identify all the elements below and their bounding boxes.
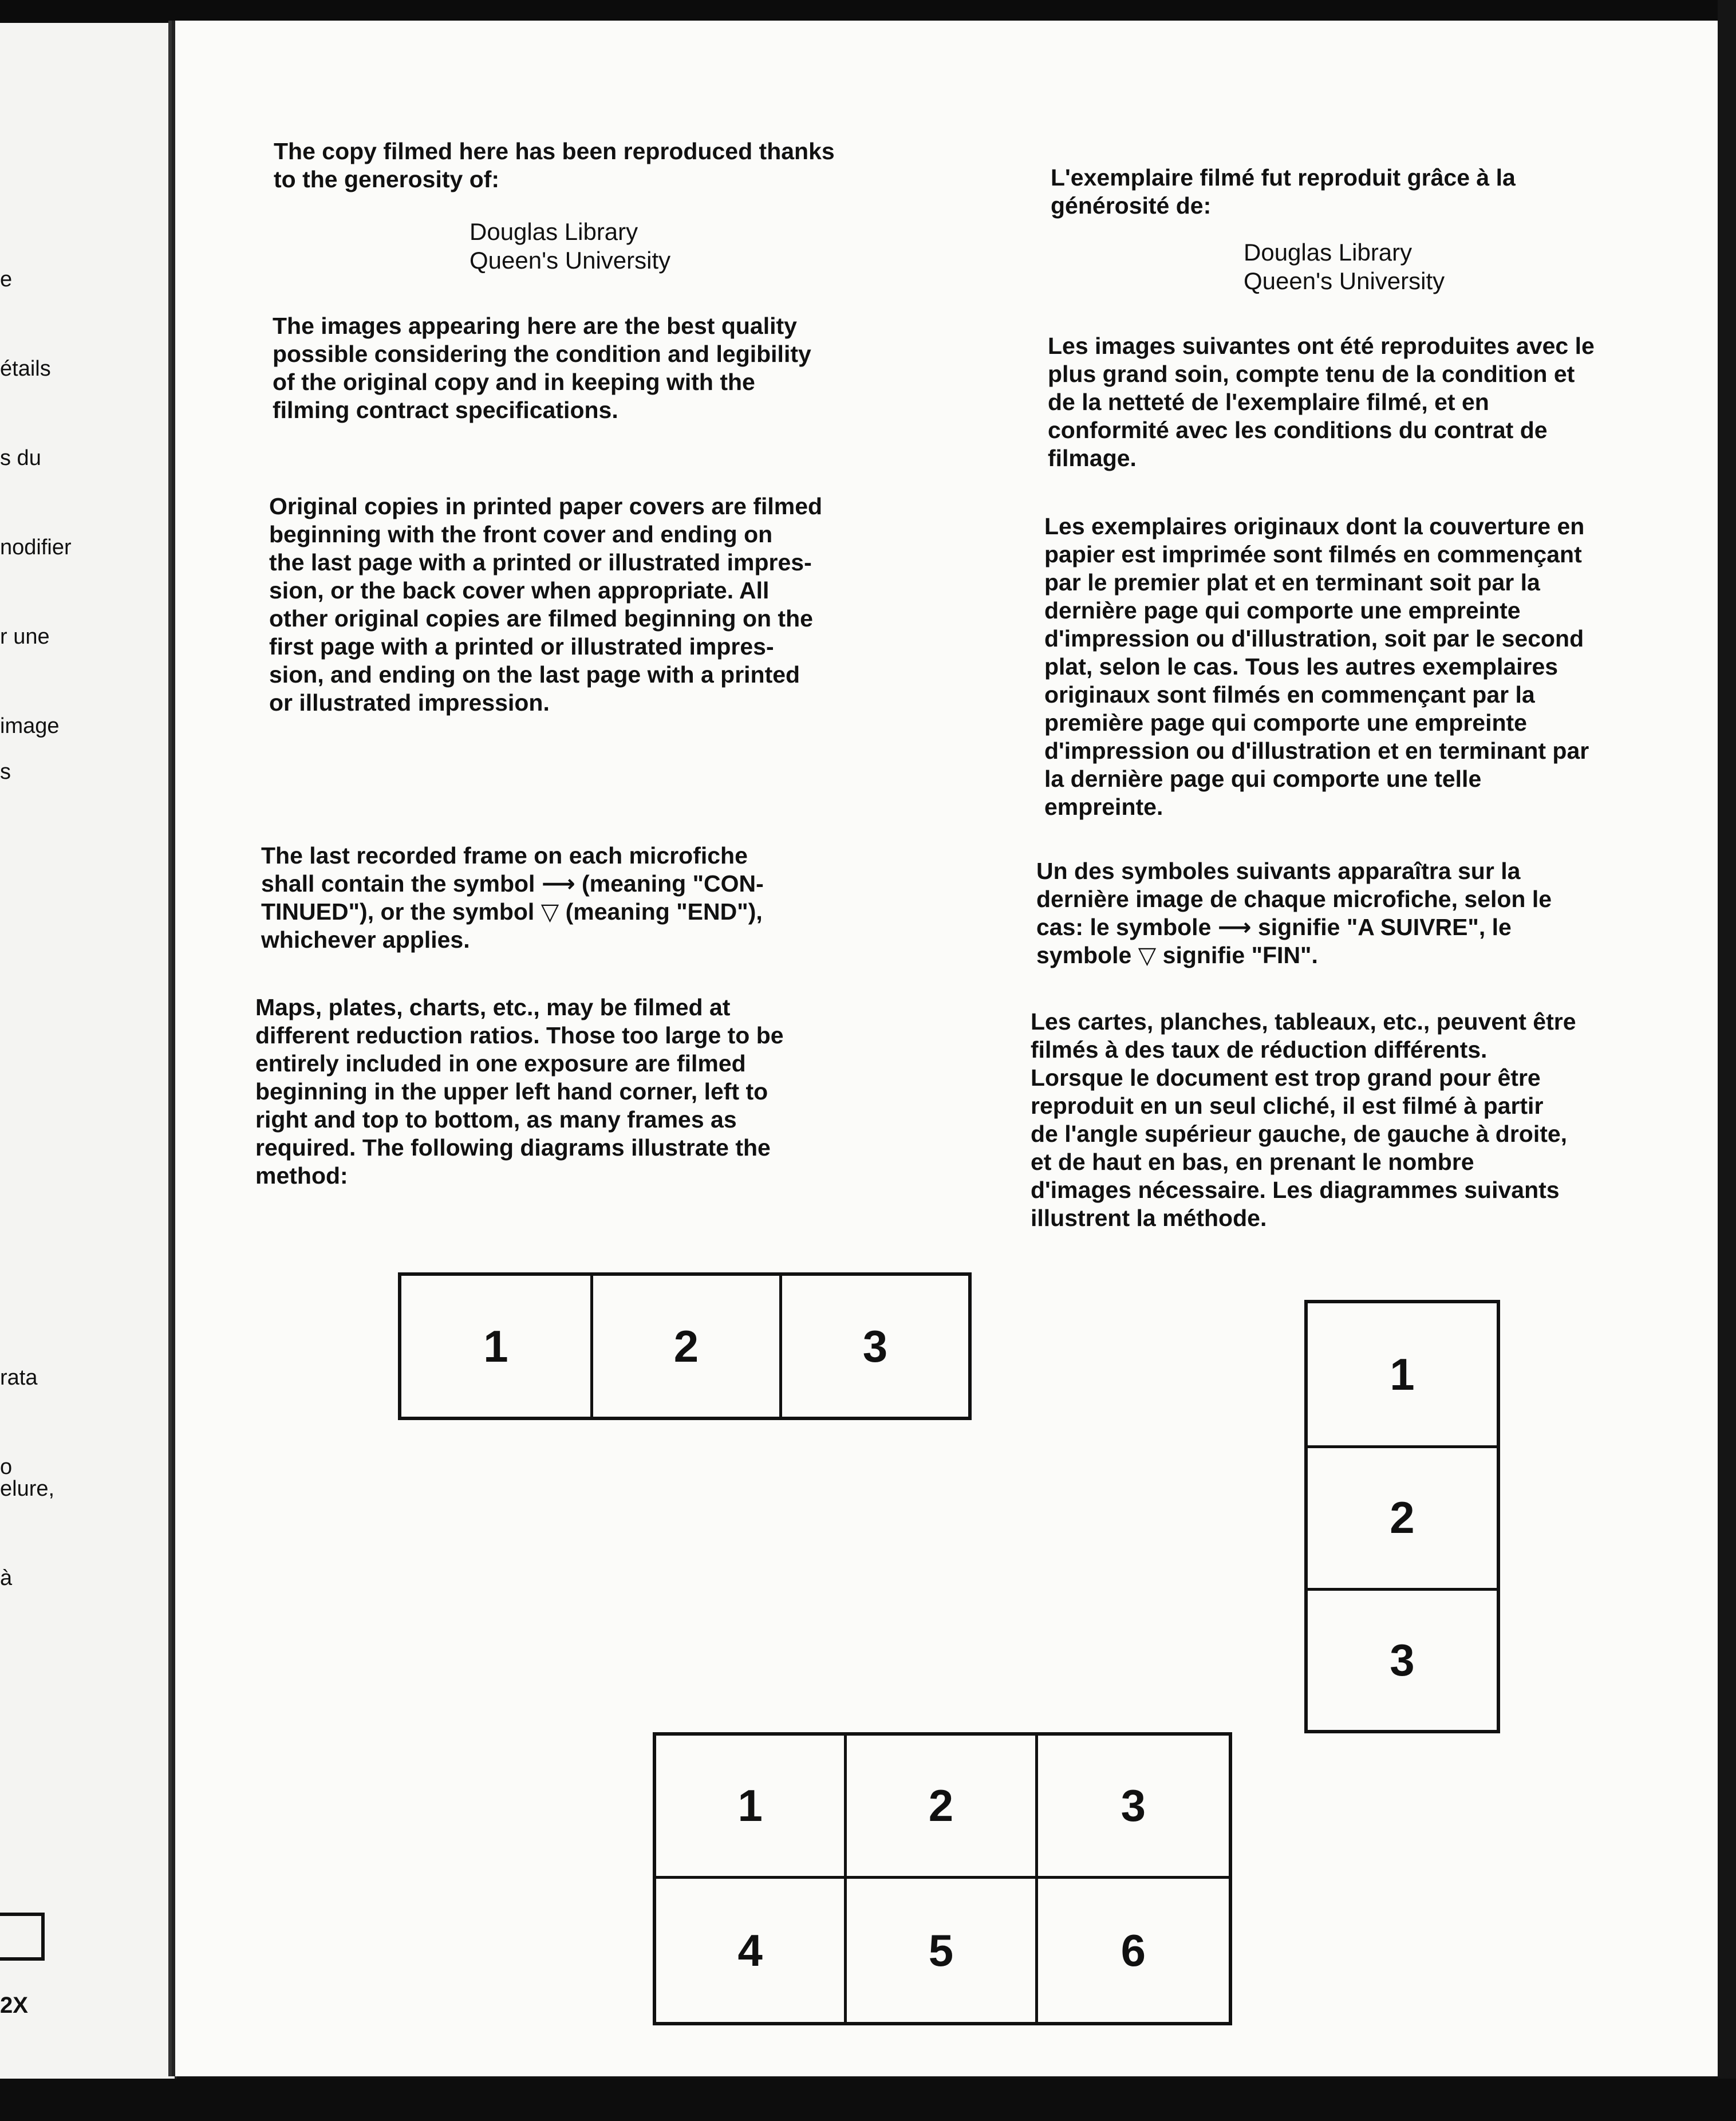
fr-maps: Les cartes, planches, tableaux, etc., peuvent être filmés à des taux de réduction différents. Lorsque le document est trop grand pour être reproduit en un seul cliché, il est filmé à partir de l'angle supérieur gauche, de gauche à droite, et de haut en bas, en prenant le nombre d'images nécessaire. Les diagrammes suivants illustrent la méthode. (1031, 1008, 1576, 1231)
fr-quality: Les images suivantes ont été reproduites avec le plus grand soin, compte tenu de la condition et de la netteté de l'exemplaire filmé, et en conformité avec les conditions du contrat de filmage. (1048, 333, 1595, 471)
cut-off-text-bottom: elure, à (0, 1477, 55, 1590)
cut-off-text-lower: rata o (0, 1366, 38, 1479)
frame-cell: 3 (1308, 1588, 1497, 1730)
frame-cell: 3 (779, 1276, 968, 1417)
vertical-frame-diagram (1304, 1300, 1500, 1733)
frame-cell: 2 (1308, 1445, 1497, 1587)
frame-cell: 2 (847, 1736, 1037, 1879)
horizontal-frame-diagram (398, 1272, 972, 1420)
grid-frame-diagram (653, 1732, 1232, 2025)
cut-off-text-top: e étails s du nodifier r une image (0, 267, 72, 738)
reduction-box (0, 1913, 45, 1961)
scan-bottom-border (0, 2079, 1736, 2121)
adjacent-page-edge (0, 23, 177, 2079)
scan-top-border (0, 0, 1736, 23)
en-symbols: The last recorded frame on each microfiche shall contain the symbol ⟶ (meaning "CON- TINUED"), or the symbol ▽ (meaning "END"), whichever applies. (261, 842, 764, 953)
frame-cell: 1 (1390, 1349, 1415, 1399)
frame-cell: 4 (656, 1879, 847, 2022)
scan-right-border (1718, 0, 1736, 2121)
frame-cell: 3 (1038, 1736, 1229, 1879)
reduction-label: 2X (0, 1993, 28, 2018)
en-intro: The copy filmed here has been reproduced thanks to the generosity of: (274, 138, 835, 192)
en-maps: Maps, plates, charts, etc., may be filmed at different reduction ratios. Those too large to be entirely included in one exposure are filmed beginning in the upper left hand corner, left to right and top to bottom, as many frames as required. The following diagrams illustrate the method: (255, 994, 784, 1189)
en-quality: The images appearing here are the best quality possible considering the condition and legibility of the original copy and in keeping with the filming contract specifications. (273, 313, 811, 423)
frame-cell: 2 (590, 1276, 779, 1417)
frame-cell: 1 (656, 1736, 847, 1879)
fr-symbols: Un des symboles suivants apparaîtra sur la dernière image de chaque microfiche, selon le cas: le symbole ⟶ signifie "A SUIVRE", le symbole ▽ signifie "FIN". (1036, 858, 1552, 968)
fr-intro: L'exemplaire filmé fut reproduit grâce à la générosité de: (1051, 164, 1516, 219)
en-library: Douglas Library Queen's University (469, 218, 671, 274)
fr-originals: Les exemplaires originaux dont la couverture en papier est imprimée sont filmés en commençant par le premier plat et en terminant soit par la dernière page qui comporte une empreinte d'impression ou d'illustration, soit par le second plat, selon le cas. Tous les autres exemplaires originaux sont filmés en commençant par la première page qui comporte une empreinte d'impression ou d'illustration et en terminant par la dernière page qui comporte une telle empreinte. (1044, 513, 1589, 820)
frame-cell: 1 (483, 1320, 508, 1371)
frame-cell: 6 (1120, 1925, 1146, 1976)
frame-cell: 5 (847, 1879, 1037, 2022)
en-originals: Original copies in printed paper covers are filmed beginning with the front cover and ending on the last page with a printed or illustrated impres- sion, or the back cover when appropriate. All other original copies are filmed beginning on the first page with a printed or illustrated impres- sion, and ending on the last page with a printed or illustrated impression. (269, 493, 823, 716)
fr-library: Douglas Library Queen's University (1244, 239, 1445, 294)
cut-off-text-mid: s (0, 760, 11, 784)
